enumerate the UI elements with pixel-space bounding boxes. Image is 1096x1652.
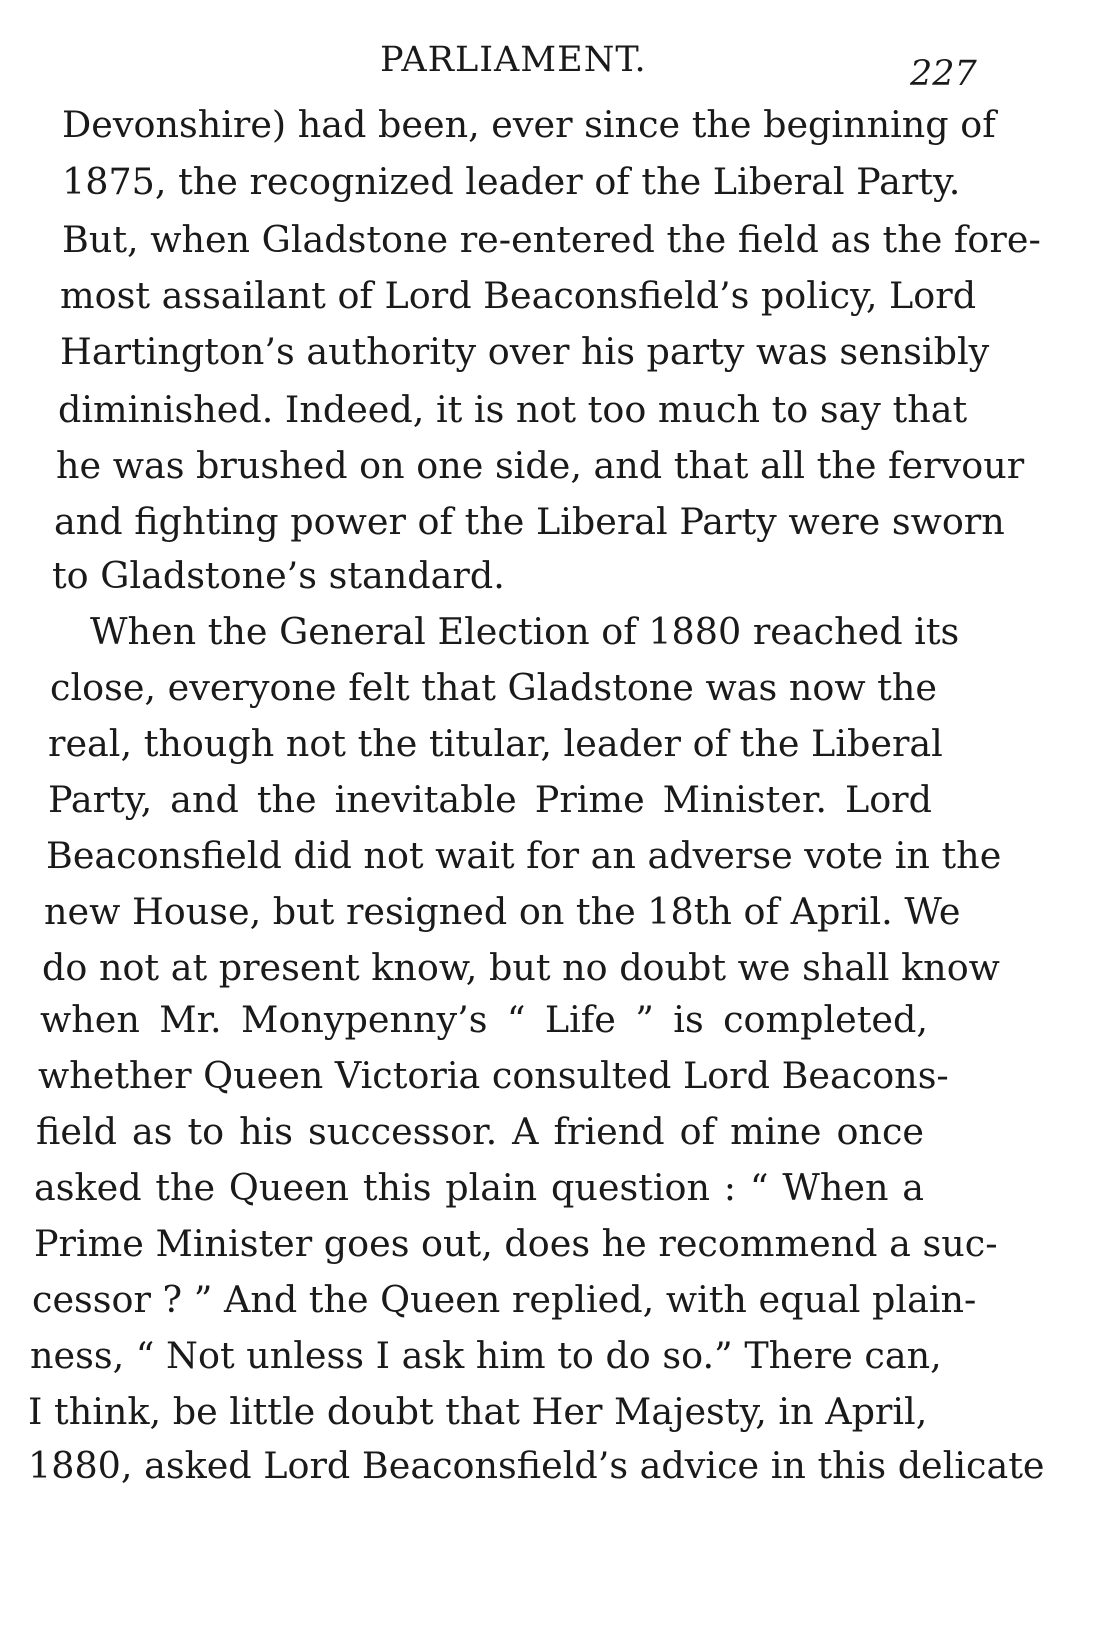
text-line: close, everyone felt that Gladstone was now the <box>50 666 937 709</box>
text-line: Hartington’s authority over his party was sensibly <box>60 330 990 373</box>
text-line: diminished. Indeed, it is not too much to say that <box>58 388 968 431</box>
text-line: I think, be little doubt that Her Majesty, in April, <box>28 1390 928 1433</box>
text-line: do not at present know, but no doubt we shall know <box>42 946 1000 989</box>
text-line: asked the Queen this plain question : “ When a <box>34 1166 924 1209</box>
text-line: to Gladstone’s standard. <box>52 554 505 597</box>
running-title: PARLIAMENT. <box>380 40 647 80</box>
text-line: 1875, the recognized leader of the Liberal Party. <box>62 160 961 203</box>
text-line: Devonshire) had been, ever since the beginning of <box>62 103 996 146</box>
text-line: cessor ? ” And the Queen replied, with equal plain- <box>32 1278 977 1321</box>
text-line: new House, but resigned on the 18th of April. We <box>44 890 961 933</box>
text-line: he was brushed on one side, and that all the fervour <box>56 444 1025 487</box>
text-line: Party, and the inevitable Prime Minister. Lord <box>48 778 932 821</box>
text-line: real, though not the titular, leader of the Liberal <box>48 722 943 765</box>
text-line: field as to his successor. A friend of mine once <box>36 1110 924 1153</box>
text-line: But, when Gladstone re-entered the field as the fore- <box>62 218 1041 261</box>
text-line: 1880, asked Lord Beaconsfield’s advice in this delicate <box>28 1444 1045 1487</box>
text-line: most assailant of Lord Beaconsfield’s policy, Lord <box>60 274 977 317</box>
text-line: and fighting power of the Liberal Party were sworn <box>54 500 1005 543</box>
text-line: ness, “ Not unless I ask him to do so.” There can, <box>30 1334 942 1377</box>
text-line: When the General Election of 1880 reached its <box>90 610 960 653</box>
page-number: 227 <box>910 54 977 94</box>
text-line: when Mr. Monypenny’s “ Life ” is completed, <box>40 998 928 1041</box>
text-line: Prime Minister goes out, does he recommend a suc- <box>34 1222 998 1265</box>
text-line: Beaconsfield did not wait for an adverse vote in the <box>46 834 1002 877</box>
text-line: whether Queen Victoria consulted Lord Beacons- <box>38 1054 949 1097</box>
